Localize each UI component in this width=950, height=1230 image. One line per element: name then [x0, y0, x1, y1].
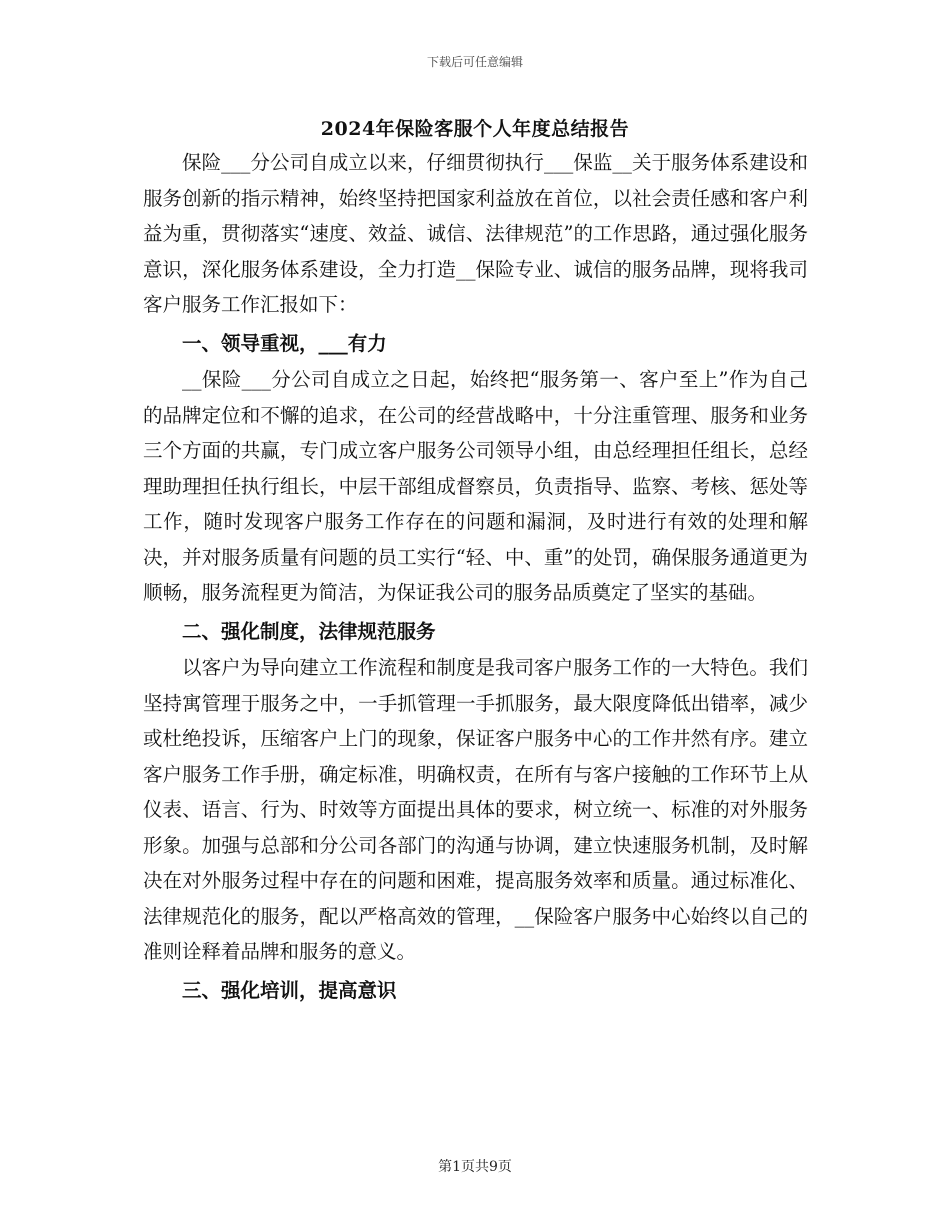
section-3-heading: 三、强化培训，提高意识	[182, 978, 397, 1002]
page-indicator: 第1页共9页	[438, 1159, 512, 1175]
section-2-heading: 二、强化制度，法律规范服务	[182, 619, 436, 643]
section-1-paragraph: __保险___分公司自成立之日起，始终把“服务第一、客户至上”作为自己的品牌定位和不懈的追求，在公司的经营战略中，十分注重管理、服务和业务三个方面的共赢，专门成立客户服务公司领导小组，由总经理担任组长，总经理助理担任执行组长，中层干部组成督察员，负责指导、监察、考核、惩处等工作，随时发现客户服务工作存在的问题和漏洞，及时进行有效的处理和解决，并对服务质量有问题的员工实行“轻、中、重”的处罚，确保服务通道更为顺畅，服务流程更为简洁，为保证我公司的服务品质奠定了坚实的基础。	[143, 368, 808, 604]
header-note: 下载后可任意编辑	[426, 55, 523, 69]
section-2-paragraph: 以客户为导向建立工作流程和制度是我司客户服务工作的一大特色。我们坚持寓管理于服务之中，一手抓管理一手抓服务，最大限度降低出错率，减少或杜绝投诉，压缩客户上门的现象，保证客户服务中心的工作井然有序。建立客户服务工作手册，确定标准，明确权责，在所有与客户接触的工作环节上从仪表、语言、行为、时效等方面提出具体的要求，树立统一、标准的对外服务形象。加强与总部和分公司各部门的沟通与协调，建立快速服务机制，及时解决在对外服务过程中存在的问题和困难，提高服务效率和质量。通过标准化、法律规范化的服务，配以严格高效的管理，__保险客户服务中心始终以自己的准则诠释着品牌和服务的意义。	[143, 656, 808, 963]
document-body	[143, 145, 808, 1009]
intro-paragraph: 保险___分公司自成立以来，仔细贯彻执行___保监__关于服务体系建设和服务创新的指示精神，始终坚持把国家利益放在首位，以社会责任感和客户利益为重，贯彻落实“速度、效益、诚信、法律规范”的工作思路，通过强化服务意识，深化服务体系建设，全力打造__保险专业、诚信的服务品牌，现将我司客户服务工作汇报如下：	[143, 151, 808, 316]
document-title: 2024年保险客服个人年度总结报告	[320, 118, 630, 140]
section-1-heading: 一、领导重视，___有力	[182, 331, 387, 355]
